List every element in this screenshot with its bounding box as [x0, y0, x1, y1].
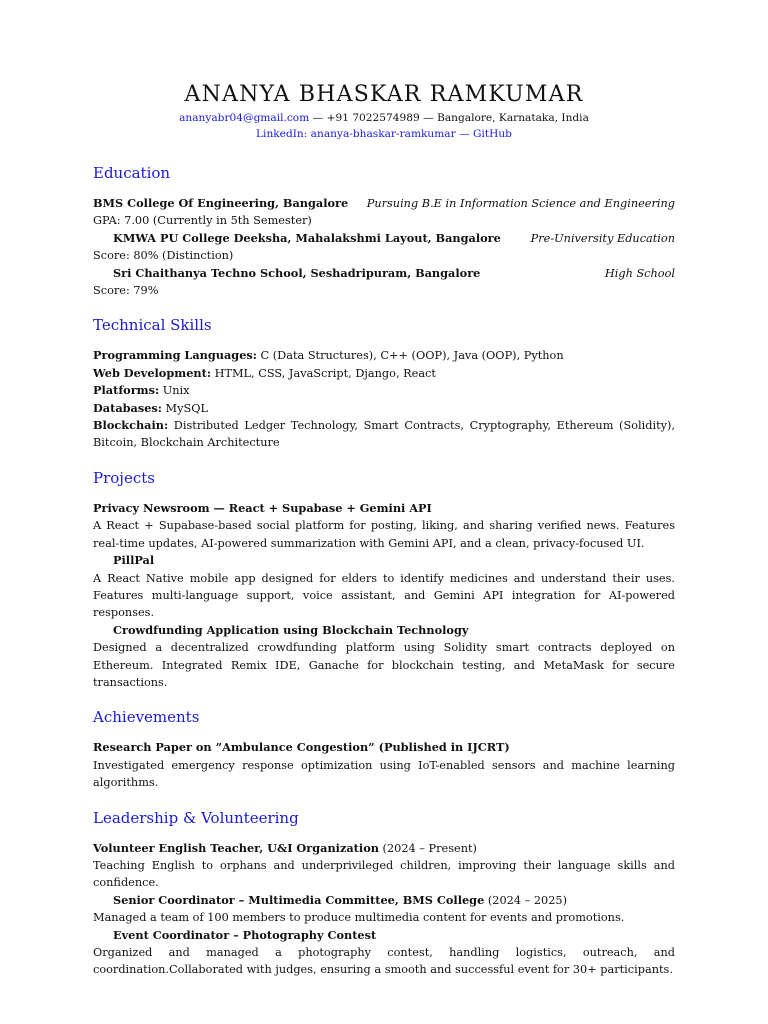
- project-description: A React Native mobile app designed for elders to identify medicines and understand their uses. Features multi-language support, voice assistant, and Gemini API integration for AI-powered responses.: [93, 571, 675, 620]
- project-description: Designed a decentralized crowdfunding platform using Solidity smart contracts deployed on Ethereum. Integrated Remix IDE, Ganache for blockchain testing, and MetaMask for secure transactions.: [93, 641, 675, 689]
- contact-line-1: [93, 110, 675, 126]
- school-name: Sri Chaithanya Techno School, Seshadripuram, Bangalore: [113, 265, 481, 280]
- education-detail: Score: 79%: [93, 284, 159, 298]
- location: Bangalore, Karnataka, India: [437, 112, 589, 124]
- candidate-name: ANANYA BHASKAR RAMKUMAR: [184, 82, 584, 107]
- role-title: Volunteer English Teacher, U&I Organization: [93, 840, 379, 855]
- separator: —: [309, 112, 327, 124]
- achievement-description: Investigated emergency response optimization using IoT-enabled sensors and machine learning algorithms.: [93, 758, 675, 790]
- leadership-entry: [93, 927, 675, 944]
- project-description: A React + Supabase-based social platform for posting, liking, and sharing verified news. Features real-time updates, AI-powered summarization with Gemini API, and a clean, privacy-focused UI.: [93, 519, 675, 550]
- school-name: KMWA PU College Deeksha, Mahalakshmi Layout, Bangalore: [113, 230, 501, 245]
- education-detail: GPA: 7.00 (Currently in 5th Semester): [93, 214, 312, 228]
- degree: High School: [604, 266, 675, 280]
- school-name: BMS College Of Engineering, Bangalore: [93, 196, 349, 210]
- skill-value: Distributed Ledger Technology, Smart Contracts, Cryptography, Ethereum (Solidity), Bitcoin, Blockchain Architecture: [93, 419, 675, 450]
- role-period: (2024 – Present): [378, 841, 477, 855]
- role-description: Teaching English to orphans and underprivileged children, improving their language skills and confidence.: [93, 858, 675, 890]
- section-title-skills: Technical Skills: [93, 316, 212, 335]
- skill-label: Blockchain:: [93, 418, 169, 433]
- role-title: Event Coordinator – Photography Contest: [113, 927, 377, 942]
- skill-value: MySQL: [161, 401, 208, 415]
- leadership-entry: [93, 840, 675, 857]
- linkedin-link[interactable]: LinkedIn: ananya-bhaskar-ramkumar: [256, 128, 456, 140]
- email-link[interactable]: ananyabr04@gmail.com: [179, 112, 310, 124]
- resume-page: [93, 80, 675, 979]
- leadership-section: [93, 808, 675, 979]
- skill-label: Databases:: [93, 400, 162, 415]
- skill-value: HTML, CSS, JavaScript, Django, React: [211, 366, 436, 380]
- education-detail: Score: 80% (Distinction): [93, 249, 234, 263]
- degree: Pre-University Education: [530, 231, 675, 245]
- section-title-projects: Projects: [93, 468, 155, 487]
- skill-line: [93, 382, 675, 399]
- skills-section: [93, 315, 675, 451]
- achievements-section: [93, 707, 675, 791]
- skill-label: Programming Languages:: [93, 348, 257, 363]
- skill-line: [93, 400, 675, 417]
- achievement-name: Research Paper on ”Ambulance Congestion” (Published in IJCRT): [93, 740, 510, 755]
- projects-section: [93, 468, 675, 691]
- contact-line-2: [93, 126, 675, 142]
- role-description: Managed a team of 100 members to produce multimedia content for events and promotions.: [93, 911, 625, 925]
- project-name: Crowdfunding Application using Blockchain Technology: [113, 622, 469, 637]
- education-entry: [93, 230, 675, 247]
- section-title-education: Education: [93, 164, 171, 182]
- section-title-achievements: Achievements: [93, 708, 200, 727]
- skill-label: Platforms:: [93, 383, 160, 398]
- leadership-entry: [93, 892, 675, 909]
- skill-line: [93, 347, 675, 364]
- skill-value: Unix: [159, 384, 190, 398]
- separator: —: [419, 112, 438, 124]
- role-description: Organized and managed a photography contest, handling logistics, outreach, and coordination.Collaborated with judges, ensuring a smooth and successful event for 30+ participants.: [93, 946, 675, 977]
- skill-value: C (Data Structures), C++ (OOP), Java (OOP), Python: [256, 349, 564, 363]
- education-entry: [93, 195, 675, 212]
- skill-line: [93, 417, 675, 452]
- project-name: Privacy Newsroom — React + Supabase + Gemini API: [93, 500, 432, 515]
- role-period: (2024 – 2025): [484, 893, 568, 907]
- skill-line: [93, 365, 675, 382]
- separator: —: [455, 128, 474, 140]
- github-link[interactable]: GitHub: [473, 128, 512, 140]
- skill-label: Web Development:: [93, 365, 211, 380]
- degree: Pursuing B.E in Information Science and Engineering: [366, 197, 675, 210]
- education-entry: [93, 265, 675, 282]
- role-title: Senior Coordinator – Multimedia Committee, BMS College: [113, 892, 485, 907]
- phone-number: +91 7022574989: [326, 112, 420, 124]
- education-section: [93, 163, 675, 299]
- project-name: PillPal: [113, 553, 155, 568]
- section-title-leadership: Leadership & Volunteering: [93, 808, 299, 827]
